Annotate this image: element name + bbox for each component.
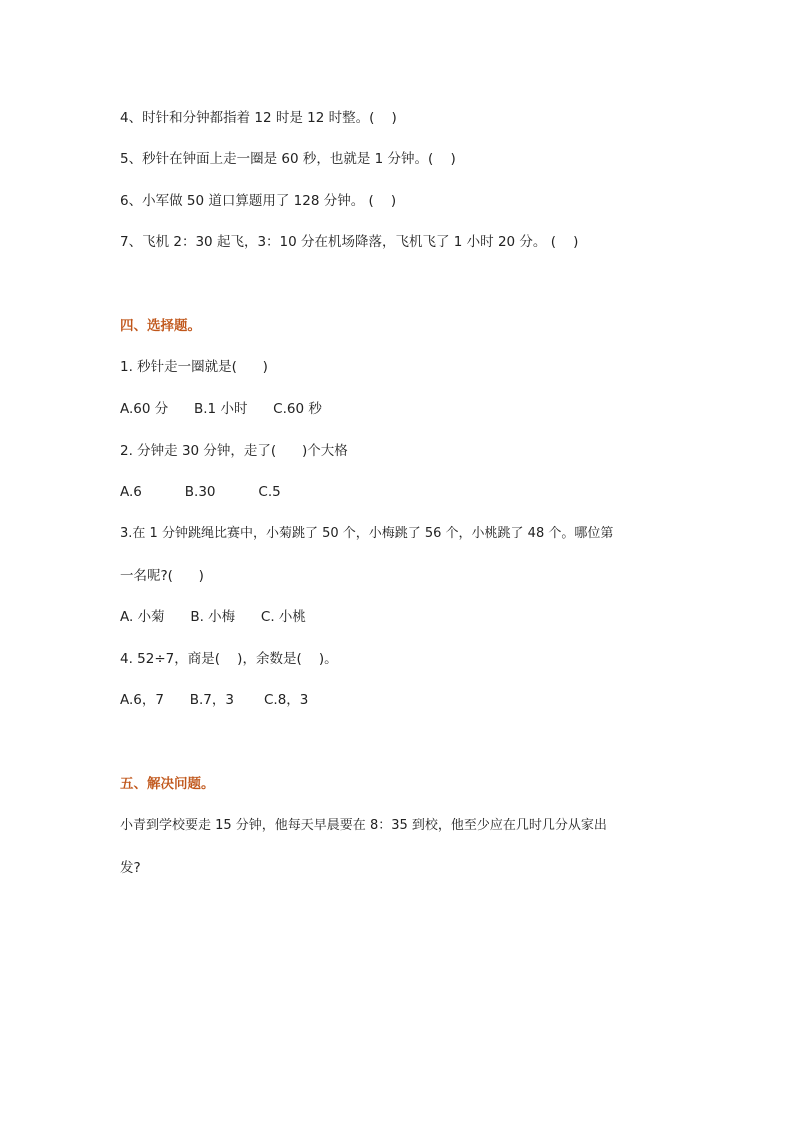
choice-question-2: 2. 分钟走 30 分钟，走了( )个大格 xyxy=(120,443,348,459)
choice-question-4: 4. 52÷7，商是( )，余数是( )。 xyxy=(120,651,338,667)
choice-question-3-line1: 3.在 1 分钟跳绳比赛中，小菊跳了 50 个，小梅跳了 56 个，小桃跳了 48 个。哪位第 xyxy=(120,526,614,541)
judgment-item-7: 7、飞机 2：30 起飞，3：10 分在机场降落，飞机飞了 1 小时 20 分。 ( ) xyxy=(120,234,579,250)
choice-question-3-line2: 一名呢?( ) xyxy=(120,568,204,584)
solve-problem-line1: 小青到学校要走 15 分钟，他每天早晨要在 8：35 到校，他至少应在几时几分从家出 xyxy=(120,818,607,833)
choice-heading: 四、选择题。 xyxy=(120,318,201,334)
judgment-item-6: 6、小军做 50 道口算题用了 128 分钟。 ( ) xyxy=(120,193,397,209)
solve-problem-line2: 发? xyxy=(120,860,141,876)
solve-heading: 五、解决问题。 xyxy=(120,776,215,792)
judgment-item-4: 4、时针和分钟都指着 12 时是 12 时整。( ) xyxy=(120,110,397,126)
choice-options-2: A.6 B.30 C.5 xyxy=(120,484,281,500)
choice-options-1: A.60 分 B.1 小时 C.60 秒 xyxy=(120,401,322,417)
choice-options-3: A. 小菊 B. 小梅 C. 小桃 xyxy=(120,609,306,625)
choice-options-4: A.6，7 B.7，3 C.8，3 xyxy=(120,692,309,708)
choice-question-1: 1. 秒针走一圈就是( ) xyxy=(120,359,268,375)
judgment-item-5: 5、秒针在钟面上走一圈是 60 秒，也就是 1 分钟。( ) xyxy=(120,151,456,167)
